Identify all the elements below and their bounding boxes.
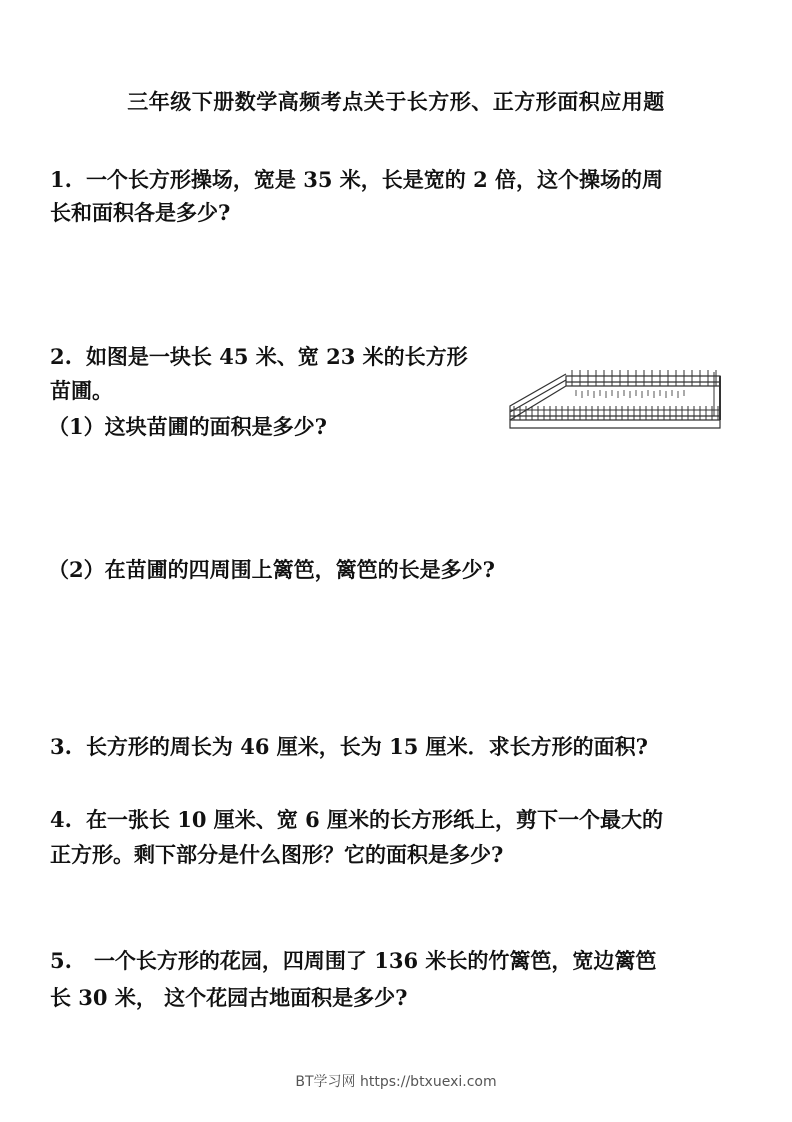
question-1-number: 1. (50, 167, 72, 192)
question-5-line-1 (50, 946, 656, 976)
page-title: 三年级下册数学高频考点关于长方形、正方形面积应用题 (127, 90, 665, 114)
question-2-line-1 (50, 342, 468, 372)
question-4-text-1: 在一张长 10 厘米、宽 6 厘米的长方形纸上，剪下一个最大的 (85, 807, 664, 832)
question-2-sub-2: （2）在苗圃的四周围上篱笆，篱笆的长是多少? (48, 557, 495, 582)
question-4-line-1 (50, 805, 663, 835)
question-2-sub-1: （1）这块苗圃的面积是多少? (48, 414, 327, 439)
question-1-line-1 (50, 165, 663, 195)
question-2-line-2: 苗圃。 (50, 378, 113, 403)
question-5-line-2: 长 30 米， 这个花园古地面积是多少? (50, 985, 408, 1010)
question-4-number: 4. (50, 807, 72, 832)
question-2-text-1: 如图是一块长 45 米、宽 23 米的长方形 (85, 344, 468, 369)
question-1-line-2: 长和面积各是多少? (50, 200, 231, 225)
question-3-line-1 (50, 732, 648, 762)
question-1-text-1: 一个长方形操场，宽是 35 米，长是宽的 2 倍，这个操场的周 (85, 167, 664, 192)
question-5-text-1: 一个长方形的花园，四周围了 136 米长的竹篱笆，宽边篱笆 (93, 948, 657, 973)
question-3-text-1: 长方形的周长为 46 厘米，长为 15 厘米．求长方形的面积? (85, 734, 648, 759)
nursery-fence-illustration (506, 368, 724, 436)
question-3-number: 3. (50, 734, 72, 759)
question-2-number: 2. (50, 344, 72, 369)
question-4-line-2: 正方形。剩下部分是什么图形？它的面积是多少? (50, 842, 504, 867)
footer-watermark: BT学习网 https://btxuexi.com (295, 1074, 497, 1090)
question-5-number: 5. (50, 948, 72, 973)
